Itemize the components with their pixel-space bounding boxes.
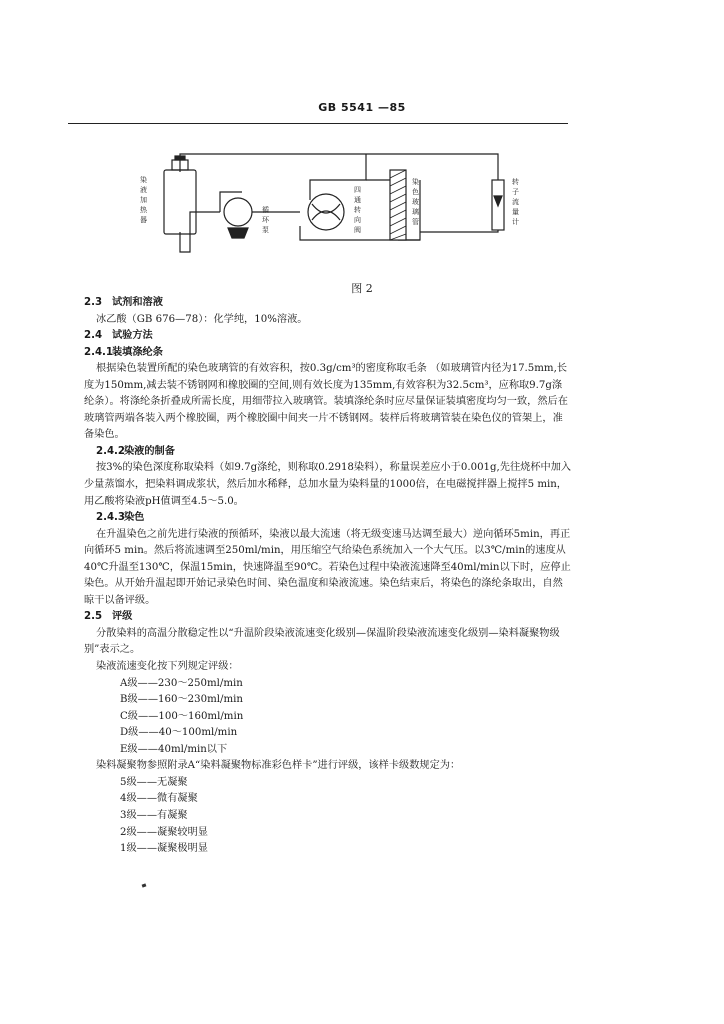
pipe-top [180, 154, 498, 180]
flow-grade-b: B级——160～230ml/min [120, 694, 243, 706]
svg-text:泵: 泵 [262, 226, 269, 234]
aggregate-grade-2: 2级——凝聚较明显 [120, 826, 208, 838]
dyeing-apparatus-diagram [120, 140, 540, 262]
svg-text:管: 管 [412, 218, 419, 226]
svg-text:转: 转 [354, 206, 361, 214]
flow-grade-c: C级——100～160ml/min [120, 710, 244, 722]
svg-text:量: 量 [512, 208, 519, 216]
paragraph-rating: 分散染料的高温分散稳定性以“升温阶段染液流速变化级别—保温阶段染液流速变化级别—染料凝聚物级别”表示之。 [84, 627, 560, 656]
svg-text:流: 流 [512, 198, 519, 206]
rotameter [492, 180, 504, 230]
svg-text:子: 子 [512, 188, 519, 196]
svg-text:染: 染 [412, 178, 419, 186]
paragraph-reagent: 冰乙酸（GB 676—78）：化学纯，10%溶液。 [96, 313, 308, 325]
dyeing-glass-tube [390, 170, 406, 240]
svg-text:阀: 阀 [354, 226, 361, 234]
aggregate-grade-5: 5级——无凝聚 [120, 776, 188, 788]
body-text [84, 295, 572, 858]
svg-text:四: 四 [354, 186, 361, 194]
paragraph-fill-polyester: 根据染色装置所配的染色玻璃管的有效容积，按0.3g/cm³的密度称取毛条 （如玻璃管内径为17.5mm,长度为150mm,减去装不锈钢网和橡胶圈的空间,则有效长度为135mm,有效容积为32.5cm³，应称取9.7g涤纶条）。将涤纶条折叠成所需长度，用细带拉入玻璃管。装填涤纶条时应尽量保证装填密度均匀一致，然后在玻璃管两端各装入两个橡胶圈，两个橡胶圈中间夹一片不锈钢网。装样后将玻璃管装在染色仪的管架上，准备染色。 [84, 363, 568, 441]
svg-text:染: 染 [140, 176, 147, 184]
svg-text:热: 热 [140, 206, 147, 214]
heading-2-4-1: 2.4.1装填涤纶条 [84, 346, 163, 358]
header-rule [68, 123, 568, 124]
flow-grade-a: A级——230～250ml/min [120, 677, 243, 689]
flow-grade-e: E级——40ml/min以下 [120, 743, 228, 755]
aggregate-grade-1: 1级——凝聚极明显 [120, 843, 208, 855]
pipe-flowmeter-bottom [420, 230, 498, 232]
flowmeter-label [512, 177, 519, 226]
aggregate-grade-3: 3级——有凝聚 [120, 809, 188, 821]
flow-grade-d: D级——40～100ml/min [120, 727, 238, 739]
svg-text:循: 循 [262, 206, 269, 214]
paragraph-dye-preparation: 按3%的染色深度称取染料（如9.7g涤纶，则称取0.2918染料），称量误差应小于0.001g,先往烧杯中加入少量蒸馏水，把染料调成浆状，然后加水稀释，总加水量为染料量的1000倍，在电磁搅拌器上搅拌5 min，用乙酸将染液pH值调至4.5～5.0。 [84, 462, 572, 507]
heading-2-5: 2.5 评级 [84, 611, 133, 623]
svg-text:液: 液 [140, 186, 147, 194]
svg-text:玻: 玻 [412, 198, 419, 206]
svg-text:计: 计 [512, 218, 519, 226]
svg-text:向: 向 [354, 216, 361, 224]
svg-text:环: 环 [262, 216, 269, 224]
pump-label [262, 205, 270, 234]
heading-2-4-2: 2.4.2染液的制备 [96, 445, 175, 457]
standard-number: GB 5541 —85 [318, 101, 406, 114]
svg-text:色: 色 [412, 188, 419, 196]
aggregate-grade-4: 4级——微有凝聚 [120, 793, 198, 805]
svg-text:器: 器 [140, 216, 147, 224]
circulation-pump [224, 198, 252, 238]
scan-speck [142, 883, 147, 887]
svg-text:璃: 璃 [412, 208, 419, 216]
flow-grade-intro: 染液流速变化按下列规定评级： [96, 661, 239, 673]
aggregate-grade-intro: 染料凝聚物参照附录A“染料凝聚物标准彩色样卡”进行评级，该样卡级数规定为： [96, 760, 461, 772]
heading-2-4: 2.4 试验方法 [84, 330, 153, 342]
figure-caption: 图 2 [351, 282, 373, 295]
pipe-heater-bottom [180, 212, 220, 252]
four-way-valve [308, 194, 344, 230]
heading-2-3: 2.3 试剂和溶液 [84, 297, 163, 308]
heading-2-4-3: 2.4.3染色 [96, 512, 145, 524]
heater-label [140, 175, 148, 224]
valve-label [354, 186, 361, 234]
svg-text:转: 转 [512, 178, 519, 186]
tube-label [412, 177, 419, 226]
svg-text:加: 加 [140, 196, 147, 204]
svg-text:通: 通 [354, 196, 361, 204]
paragraph-dyeing: 在升温染色之前先进行染液的预循环，染液以最大流速（将无级变速马达调至最大）逆向循环5min，再正向循环5 min。然后将流速调至250ml/min，用压缩空气给染色系统加入一个大气压。以3℃/min的速度从40℃升温至130℃，保温15min，快速降温至90℃。若染色过程中染液流速降至40ml/min以下时，应停止染色。从开始升温起即开始记录染色时间、染色温度和染液流速。染色结束后，将染色的涤纶条取出，自然晾干以备评级。 [84, 528, 571, 606]
